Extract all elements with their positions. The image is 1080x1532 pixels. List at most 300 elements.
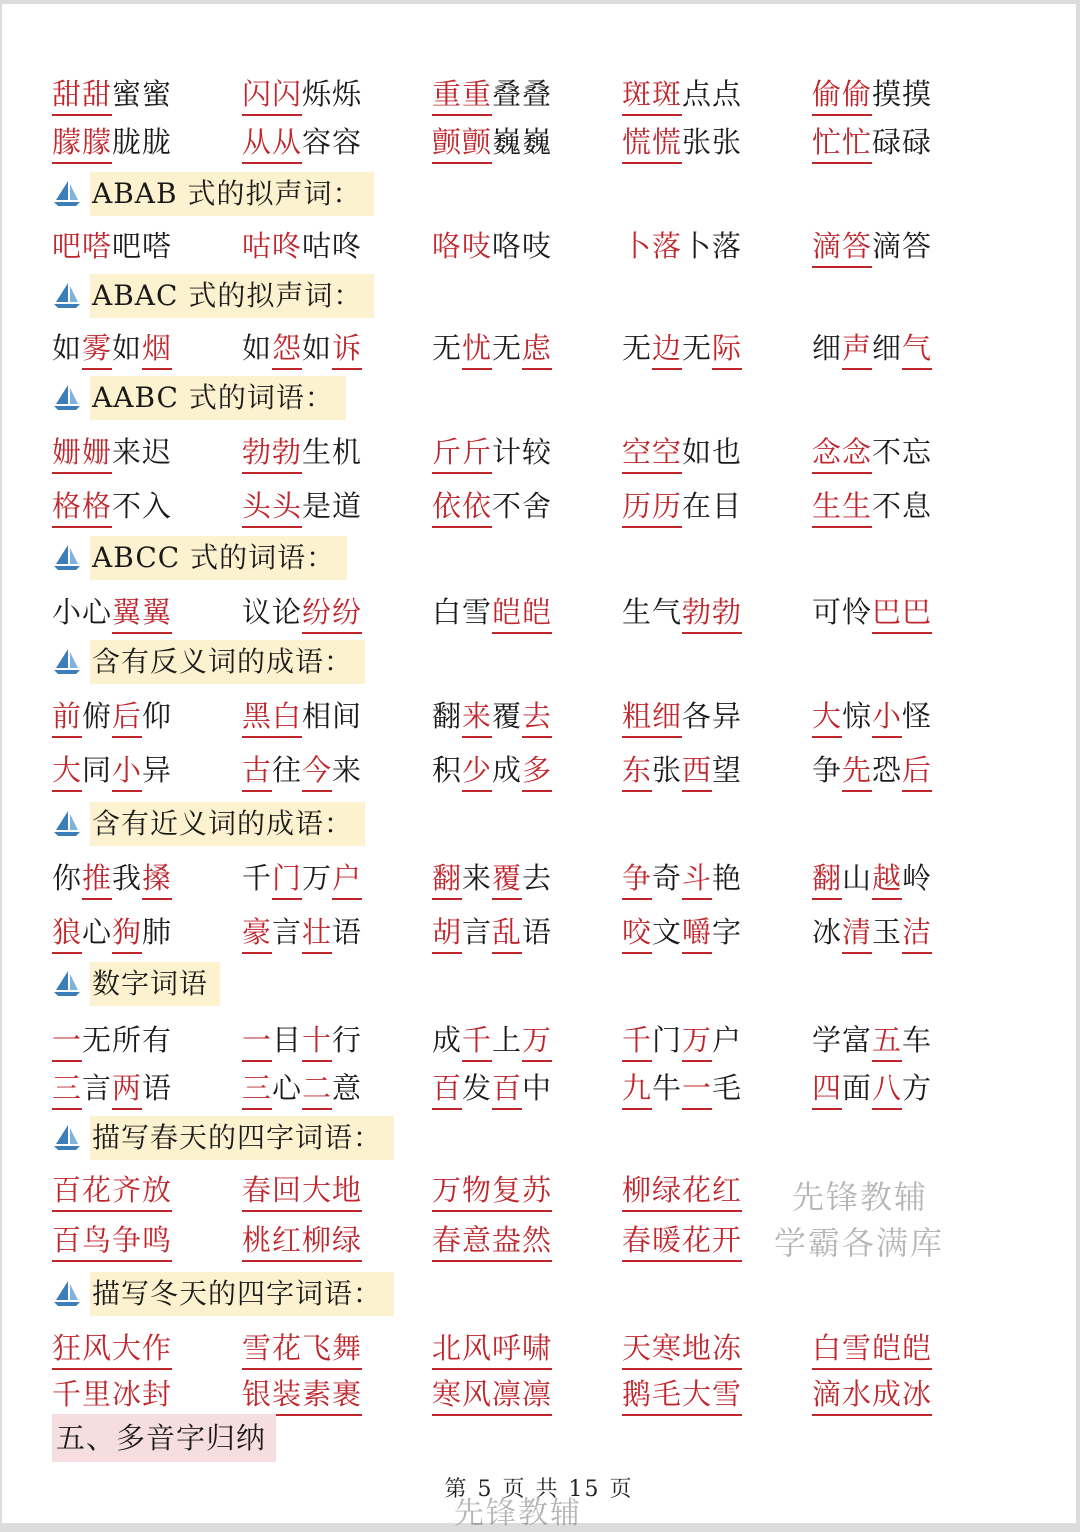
vocab-word — [812, 328, 932, 370]
highlighted-chars: 五 — [872, 1020, 902, 1062]
highlighted-chars: 胡 — [432, 912, 462, 954]
plain-chars: 俯 — [82, 699, 113, 733]
plain-chars: 无 — [492, 331, 523, 365]
vocab-word — [432, 1170, 552, 1212]
vocab-word — [52, 1020, 172, 1062]
plain-chars: 来 — [332, 753, 363, 787]
plain-chars: 奇 — [652, 861, 683, 895]
vocab-word — [812, 912, 932, 954]
highlighted-chars: 春暖花开 — [622, 1220, 742, 1262]
highlighted-chars: 狗 — [112, 912, 142, 954]
plain-chars: 语 — [522, 915, 553, 949]
plain-chars: 小心 — [52, 595, 113, 629]
highlighted-chars: 一 — [682, 1068, 712, 1110]
highlighted-chars: 勃勃 — [242, 432, 302, 474]
vocab-word — [52, 1220, 172, 1262]
plain-chars: 吧嗒 — [112, 229, 173, 263]
highlighted-chars: 八 — [872, 1068, 902, 1110]
highlighted-chars: 银装素裹 — [242, 1374, 362, 1416]
plain-chars: 上 — [492, 1023, 523, 1057]
sailboat-icon — [52, 808, 82, 838]
highlighted-chars: 十 — [302, 1020, 332, 1062]
highlighted-chars: 怨 — [272, 328, 302, 370]
sailboat-icon — [52, 1278, 82, 1308]
highlighted-chars: 重重 — [432, 74, 492, 116]
vocab-word — [432, 486, 552, 528]
highlighted-chars: 狼 — [52, 912, 82, 954]
highlighted-chars: 二 — [302, 1068, 332, 1110]
highlighted-chars: 万 — [522, 1020, 552, 1062]
plain-chars: 言 — [272, 915, 303, 949]
vocab-word — [622, 328, 742, 370]
vocab-word — [812, 592, 932, 634]
plain-chars: 山 — [842, 861, 873, 895]
vocab-word — [52, 486, 172, 528]
plain-chars: 成 — [432, 1023, 463, 1057]
plain-chars: 点点 — [682, 77, 743, 111]
vocab-word — [52, 750, 172, 792]
plain-chars: 岭 — [902, 861, 933, 895]
vocab-word — [622, 226, 742, 266]
section-heading-label: 描写冬天的四字词语： — [90, 1272, 394, 1316]
vocab-word — [52, 432, 172, 474]
highlighted-chars: 去 — [522, 696, 552, 738]
highlighted-chars: 春回大地 — [242, 1170, 362, 1212]
highlighted-chars: 雾 — [82, 328, 112, 370]
plain-chars: 万 — [302, 861, 333, 895]
plain-chars: 怪 — [902, 699, 933, 733]
plain-chars: 咯吱 — [492, 229, 553, 263]
highlighted-chars: 头头 — [242, 486, 302, 528]
section-heading-label: ABAB 式的拟声词： — [90, 172, 374, 216]
highlighted-chars: 斗 — [682, 858, 712, 900]
vocab-word — [52, 1170, 172, 1212]
highlighted-chars: 万 — [682, 1020, 712, 1062]
plain-chars: 肺 — [142, 915, 173, 949]
highlighted-chars: 翻 — [812, 858, 842, 900]
plain-chars: 往 — [272, 753, 303, 787]
plain-chars: 胧胧 — [112, 125, 173, 159]
highlighted-chars: 搡 — [142, 858, 172, 900]
sailboat-icon — [52, 646, 82, 676]
plain-chars: 发 — [462, 1071, 493, 1105]
plain-chars: 在目 — [682, 489, 743, 523]
highlighted-chars: 黑白 — [242, 696, 302, 738]
highlighted-chars: 推 — [82, 858, 112, 900]
vocab-word — [432, 1068, 552, 1110]
vocab-word — [812, 750, 932, 792]
vocab-word — [52, 74, 172, 116]
highlighted-chars: 空空 — [622, 432, 682, 474]
sailboat-icon — [52, 178, 82, 208]
plain-chars: 争 — [812, 753, 843, 787]
vocab-word — [812, 432, 932, 474]
highlighted-chars: 覆 — [492, 858, 522, 900]
highlighted-chars: 四 — [812, 1068, 842, 1110]
plain-chars: 生机 — [302, 435, 363, 469]
plain-chars: 目 — [272, 1023, 303, 1057]
watermark: 学霸各满库 — [774, 1224, 945, 1262]
highlighted-chars: 皑皑 — [492, 592, 552, 634]
plain-chars: 无 — [622, 331, 653, 365]
highlighted-chars: 声 — [842, 328, 872, 370]
vocab-word — [242, 1328, 362, 1370]
highlighted-chars: 边 — [652, 328, 682, 370]
plain-chars: 各异 — [682, 699, 743, 733]
highlighted-chars: 颤颤 — [432, 122, 492, 164]
plain-chars: 如也 — [682, 435, 743, 469]
vocab-word — [52, 1328, 172, 1370]
plain-chars: 成 — [492, 753, 523, 787]
plain-chars: 滴答 — [872, 229, 933, 263]
highlighted-chars: 后 — [902, 750, 932, 792]
plain-chars: 仰 — [142, 699, 173, 733]
plain-chars: 卜落 — [682, 229, 743, 263]
page-footer: 第 5 页 共 15 页 — [444, 1477, 634, 1502]
highlighted-chars: 百 — [492, 1068, 522, 1110]
section-five-title: 五、多音字归纳 — [52, 1414, 276, 1462]
highlighted-chars: 虑 — [522, 328, 552, 370]
highlighted-chars: 翼翼 — [112, 592, 172, 634]
highlighted-chars: 东 — [622, 750, 652, 792]
vocab-word — [52, 1374, 172, 1416]
highlighted-chars: 古 — [242, 750, 272, 792]
vocab-word — [242, 226, 362, 266]
highlighted-chars: 后 — [112, 696, 142, 738]
highlighted-chars: 千里冰封 — [52, 1374, 172, 1416]
vocab-word — [242, 1374, 362, 1416]
vocab-word — [622, 1020, 742, 1062]
plain-chars: 方 — [902, 1071, 933, 1105]
highlighted-chars: 一 — [242, 1020, 272, 1062]
vocab-word — [52, 592, 172, 634]
vocab-word — [432, 696, 552, 738]
vocab-word — [812, 226, 932, 268]
highlighted-chars: 嚼 — [682, 912, 712, 954]
plain-chars: 无所有 — [82, 1023, 173, 1057]
plain-chars: 字 — [712, 915, 743, 949]
highlighted-chars: 甜甜 — [52, 74, 112, 116]
plain-chars: 语 — [332, 915, 363, 949]
vocab-word — [622, 1374, 742, 1416]
highlighted-chars: 前 — [52, 696, 82, 738]
highlighted-chars: 际 — [712, 328, 742, 370]
vocab-word — [622, 1068, 742, 1110]
highlighted-chars: 门 — [272, 858, 302, 900]
plain-chars: 毛 — [712, 1071, 743, 1105]
plain-chars: 相间 — [302, 699, 363, 733]
plain-chars: 是道 — [302, 489, 363, 523]
plain-chars: 惊 — [842, 699, 873, 733]
highlighted-chars: 格格 — [52, 486, 112, 528]
vocab-word — [812, 1374, 932, 1416]
vocab-word — [622, 912, 742, 954]
vocab-word — [242, 750, 362, 792]
highlighted-chars: 勃勃 — [682, 592, 742, 634]
plain-chars: 张张 — [682, 125, 743, 159]
vocab-word — [52, 696, 172, 738]
plain-chars: 容容 — [302, 125, 363, 159]
vocab-word — [52, 912, 172, 954]
vocab-word — [622, 432, 742, 474]
vocab-word — [622, 696, 742, 738]
vocab-word — [242, 328, 362, 370]
sailboat-icon — [52, 280, 82, 310]
highlighted-chars: 先 — [842, 750, 872, 792]
vocab-word — [432, 74, 552, 116]
plain-chars: 同 — [82, 753, 113, 787]
vocab-word — [812, 486, 932, 528]
vocab-word — [812, 858, 932, 900]
sailboat-icon — [52, 968, 82, 998]
vocab-word — [52, 858, 172, 900]
plain-chars: 咕咚 — [242, 229, 303, 263]
highlighted-chars: 翻 — [432, 858, 462, 900]
highlighted-chars: 一 — [52, 1020, 82, 1062]
highlighted-chars: 生生 — [812, 486, 872, 528]
highlighted-chars: 两 — [112, 1068, 142, 1110]
highlighted-chars: 鹅毛大雪 — [622, 1374, 742, 1416]
plain-chars: 细 — [812, 331, 843, 365]
sailboat-icon — [52, 1122, 82, 1152]
vocab-word — [242, 432, 362, 474]
plain-chars: 牛 — [652, 1071, 683, 1105]
plain-chars: 文 — [652, 915, 683, 949]
plain-chars: 行 — [332, 1023, 363, 1057]
vocab-word — [432, 750, 552, 792]
vocab-word — [432, 432, 552, 474]
vocab-word — [52, 226, 172, 266]
highlighted-chars: 诉 — [332, 328, 362, 370]
section-heading-label: AABC 式的词语： — [90, 376, 346, 420]
highlighted-chars: 念念 — [812, 432, 872, 474]
plain-chars: 意 — [332, 1071, 363, 1105]
plain-chars: 语 — [142, 1071, 173, 1105]
vocab-word — [242, 74, 362, 116]
highlighted-chars: 寒风凛凛 — [432, 1374, 552, 1416]
plain-chars: 心 — [272, 1071, 303, 1105]
plain-chars: 艳 — [712, 861, 743, 895]
plain-chars: 可怜 — [812, 595, 873, 629]
highlighted-chars: 三 — [52, 1068, 82, 1110]
vocab-word — [812, 1020, 932, 1062]
vocab-word — [242, 912, 362, 954]
vocab-word — [622, 1328, 742, 1370]
plain-chars: 面 — [842, 1071, 873, 1105]
highlighted-chars: 从从 — [242, 122, 302, 164]
highlighted-chars: 巴巴 — [872, 592, 932, 634]
section-heading-label: 含有反义词的成语： — [90, 640, 365, 684]
highlighted-chars: 万物复苏 — [432, 1170, 552, 1212]
highlighted-chars: 越 — [872, 858, 902, 900]
highlighted-chars: 争 — [622, 858, 652, 900]
highlighted-chars: 滴答 — [812, 226, 872, 268]
vocab-word — [622, 1220, 742, 1262]
plain-chars: 烁烁 — [302, 77, 363, 111]
highlighted-chars: 春意盎然 — [432, 1220, 552, 1262]
plain-chars: 冰 — [812, 915, 843, 949]
vocab-word — [622, 74, 742, 116]
highlighted-chars: 三 — [242, 1068, 272, 1110]
vocab-word — [622, 1170, 742, 1212]
plain-chars: 细 — [872, 331, 903, 365]
vocab-word — [812, 122, 932, 164]
plain-chars: 言 — [82, 1071, 113, 1105]
plain-chars: 计较 — [492, 435, 553, 469]
plain-chars: 叠叠 — [492, 77, 553, 111]
plain-chars: 来迟 — [112, 435, 173, 469]
highlighted-chars: 清 — [842, 912, 872, 954]
plain-chars: 巍巍 — [492, 125, 553, 159]
vocab-word — [242, 1170, 362, 1212]
section-heading-label: 描写春天的四字词语： — [90, 1116, 394, 1160]
vocab-word — [432, 858, 552, 900]
sailboat-icon — [52, 382, 82, 412]
plain-chars: 言 — [462, 915, 493, 949]
plain-chars: 恐 — [872, 753, 903, 787]
highlighted-chars: 闪闪 — [242, 74, 302, 116]
plain-chars: 车 — [902, 1023, 933, 1057]
highlighted-chars: 忧 — [462, 328, 492, 370]
watermark: 先锋教辅 — [454, 1496, 582, 1531]
highlighted-chars: 洁 — [902, 912, 932, 954]
plain-chars: 不息 — [872, 489, 933, 523]
plain-chars: 生气 — [622, 595, 683, 629]
plain-chars: 如 — [52, 331, 83, 365]
highlighted-chars: 滴水成冰 — [812, 1374, 932, 1416]
vocab-word — [622, 122, 742, 164]
highlighted-chars: 大 — [52, 750, 82, 792]
highlighted-chars: 九 — [622, 1068, 652, 1110]
vocab-word — [432, 1328, 552, 1370]
highlighted-chars: 户 — [332, 858, 362, 900]
plain-chars: 门 — [652, 1023, 683, 1057]
section-heading-label: ABAC 式的拟声词： — [90, 274, 374, 318]
vocab-word — [52, 122, 172, 164]
plain-chars: 如 — [112, 331, 143, 365]
plain-chars: 你 — [52, 861, 83, 895]
plain-chars: 覆 — [492, 699, 523, 733]
plain-chars: 咕咚 — [302, 229, 363, 263]
highlighted-chars: 气 — [902, 328, 932, 370]
vocab-word — [622, 486, 742, 528]
highlighted-chars: 忙忙 — [812, 122, 872, 164]
plain-chars: 如 — [242, 331, 273, 365]
vocab-word — [242, 858, 362, 900]
highlighted-chars: 今 — [302, 750, 332, 792]
plain-chars: 白雪 — [432, 595, 493, 629]
plain-chars: 心 — [82, 915, 113, 949]
vocab-word — [432, 912, 552, 954]
highlighted-chars: 少 — [462, 750, 492, 792]
plain-chars: 来 — [462, 861, 493, 895]
highlighted-chars: 北风呼啸 — [432, 1328, 552, 1370]
highlighted-chars: 白雪皑皑 — [812, 1328, 932, 1370]
plain-chars: 学富 — [812, 1023, 873, 1057]
highlighted-chars: 来 — [462, 696, 492, 738]
highlighted-chars: 百鸟争鸣 — [52, 1220, 172, 1262]
sailboat-icon — [52, 542, 82, 572]
plain-chars: 蜜蜜 — [112, 77, 173, 111]
vocab-word — [432, 328, 552, 370]
plain-chars: 吧嗒 — [52, 229, 113, 263]
document-page — [2, 4, 1076, 1531]
vocab-word — [812, 1068, 932, 1110]
vocab-word — [432, 122, 552, 164]
highlighted-chars: 多 — [522, 750, 552, 792]
plain-chars: 如 — [302, 331, 333, 365]
highlighted-chars: 粗细 — [622, 696, 682, 738]
highlighted-chars: 乱 — [492, 912, 522, 954]
vocab-word — [242, 696, 362, 738]
highlighted-chars: 百花齐放 — [52, 1170, 172, 1212]
plain-chars: 积 — [432, 753, 463, 787]
highlighted-chars: 偷偷 — [812, 74, 872, 116]
plain-chars: 无 — [432, 331, 463, 365]
section-heading-label: 含有近义词的成语： — [90, 802, 365, 846]
section-heading-label: 数字词语 — [90, 962, 220, 1006]
highlighted-chars: 狂风大作 — [52, 1328, 172, 1370]
plain-chars: 无 — [682, 331, 713, 365]
highlighted-chars: 历历 — [622, 486, 682, 528]
highlighted-chars: 壮 — [302, 912, 332, 954]
vocab-word — [52, 328, 172, 370]
plain-chars: 异 — [142, 753, 173, 787]
plain-chars: 我 — [112, 861, 143, 895]
vocab-word — [242, 1020, 362, 1062]
vocab-word — [432, 1020, 552, 1062]
plain-chars: 卜落 — [622, 229, 683, 263]
plain-chars: 望 — [712, 753, 743, 787]
highlighted-chars: 雪花飞舞 — [242, 1328, 362, 1370]
highlighted-chars: 西 — [682, 750, 712, 792]
vocab-word — [242, 592, 362, 634]
highlighted-chars: 桃红柳绿 — [242, 1220, 362, 1262]
watermark: 先锋教辅 — [792, 1178, 929, 1216]
highlighted-chars: 百 — [432, 1068, 462, 1110]
plain-chars: 中 — [522, 1071, 553, 1105]
vocab-word — [432, 226, 552, 266]
plain-chars: 摸摸 — [872, 77, 933, 111]
vocab-word — [432, 1220, 552, 1262]
vocab-word — [432, 1374, 552, 1416]
vocab-word — [622, 858, 742, 900]
vocab-word — [622, 592, 742, 634]
highlighted-chars: 天寒地冻 — [622, 1328, 742, 1370]
vocab-word — [52, 1068, 172, 1110]
plain-chars: 张 — [652, 753, 683, 787]
vocab-word — [812, 1328, 932, 1370]
highlighted-chars: 小 — [872, 696, 902, 738]
vocab-word — [242, 1068, 362, 1110]
vocab-word — [812, 74, 932, 116]
plain-chars: 千 — [242, 861, 273, 895]
highlighted-chars: 千 — [462, 1020, 492, 1062]
highlighted-chars: 咬 — [622, 912, 652, 954]
plain-chars: 翻 — [432, 699, 463, 733]
plain-chars: 玉 — [872, 915, 903, 949]
plain-chars: 户 — [712, 1023, 743, 1057]
highlighted-chars: 大 — [812, 696, 842, 738]
plain-chars: 去 — [522, 861, 553, 895]
highlighted-chars: 慌慌 — [622, 122, 682, 164]
vocab-word — [242, 122, 362, 164]
highlighted-chars: 朦朦 — [52, 122, 112, 164]
section-heading-label: ABCC 式的词语： — [90, 536, 347, 580]
vocab-word — [622, 750, 742, 792]
highlighted-chars: 姗姗 — [52, 432, 112, 474]
highlighted-chars: 纷纷 — [302, 592, 362, 634]
